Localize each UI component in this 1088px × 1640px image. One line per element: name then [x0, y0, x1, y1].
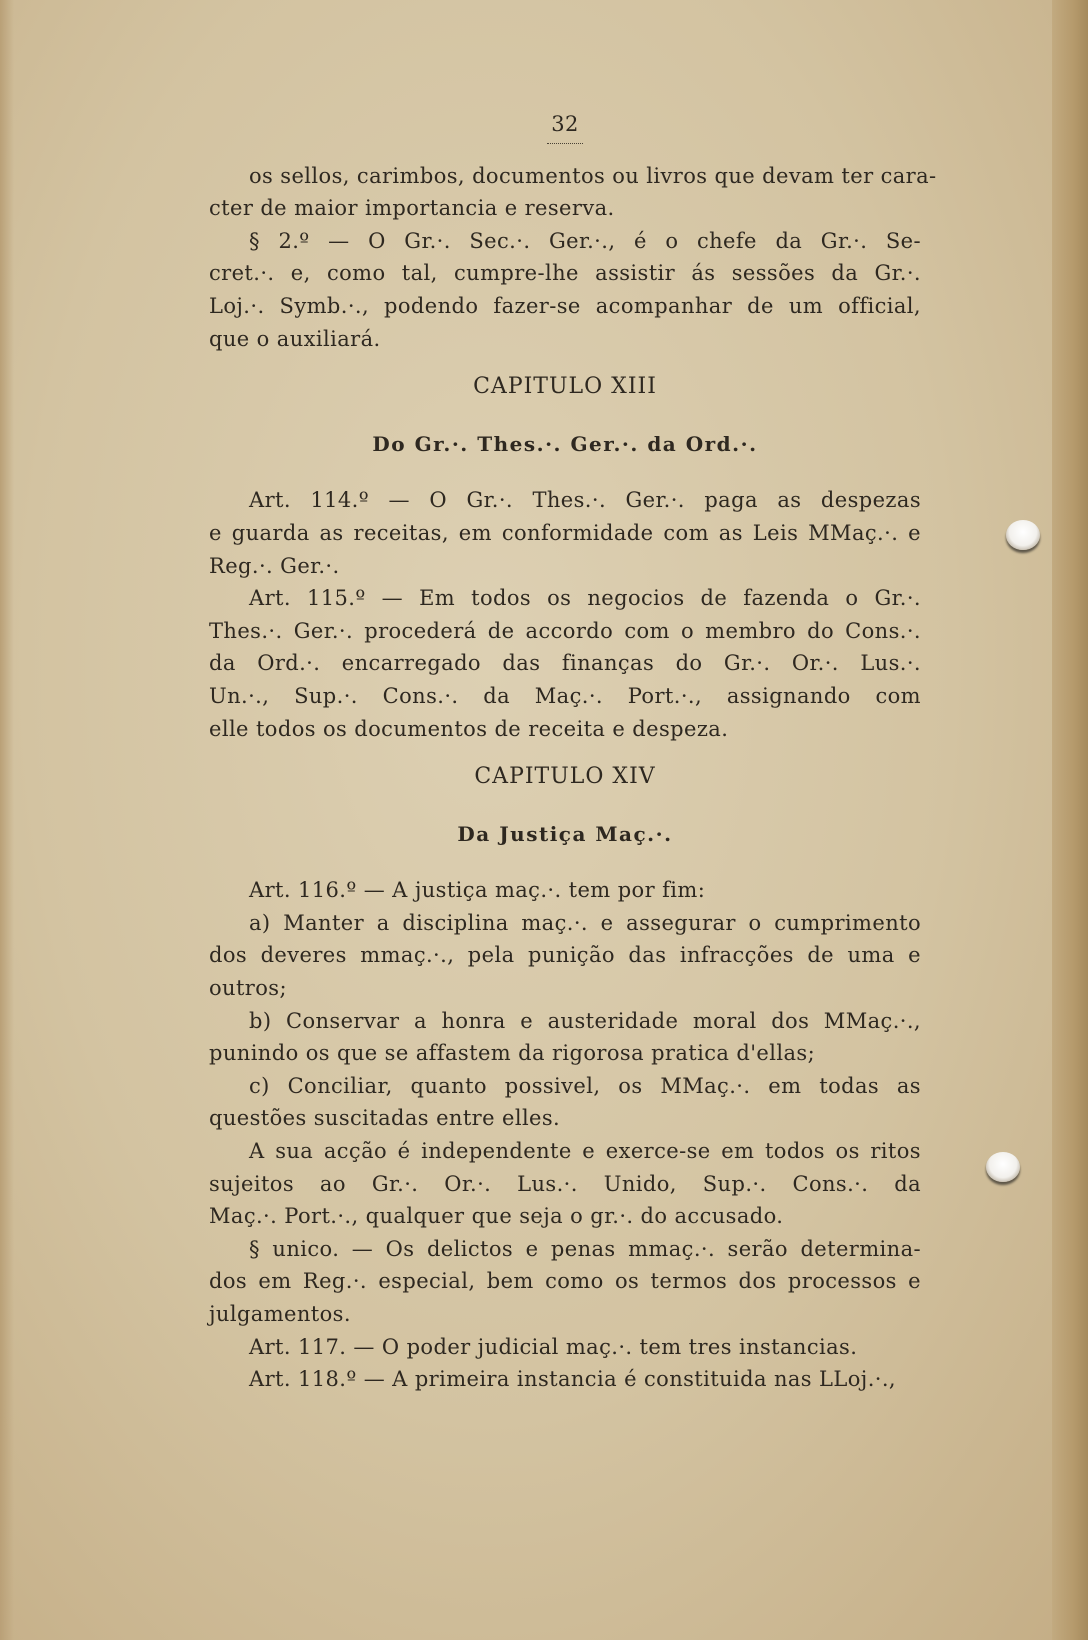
text-line: Art. 117. — O poder judicial maç.·. tem tres instancias. [249, 1334, 858, 1359]
text-line: cter de maior importancia e reserva. [209, 196, 615, 221]
paragraph [209, 225, 921, 355]
page-text [209, 108, 937, 1396]
text-line: elle todos os documentos de receita e despeza. [209, 716, 729, 741]
paragraph [209, 582, 921, 745]
text-line: dos em Reg.·. especial, bem como os termos dos processos e [209, 1269, 921, 1294]
text-line: § unico. — Os delictos e penas mmaç.·. serão determina- [249, 1236, 921, 1261]
text-line: Art. 118.º — A primeira instancia é constituida nas LLoj.·., [249, 1367, 897, 1392]
text-line: Thes.·. Ger.·. procederá de accordo com o membro do Cons.·. [209, 618, 921, 643]
text-line: sujeitos ao Gr.·. Or.·. Lus.·. Unido, Sup.·. Cons.·. da [209, 1171, 921, 1196]
text-line: cret.·. e, como tal, cumpre-lhe assistir ás sessões da Gr.·. [209, 261, 921, 286]
text-line: dos deveres mmaç.·., pela punição das infracções de uma e [209, 943, 921, 968]
text-line: questões suscitadas entre elles. [209, 1106, 561, 1131]
text-line: Un.·., Sup.·. Cons.·. da Maç.·. Port.·., assignando com [209, 683, 921, 708]
text-line: Art. 116.º — A justiça maç.·. tem por fim: [249, 878, 706, 903]
text-line: que o auxiliará. [209, 326, 381, 351]
paragraph [209, 907, 921, 1005]
page-number: 32 [209, 108, 921, 144]
text-line: c) Conciliar, quanto possivel, os MMaç.·. em todas as [249, 1073, 921, 1098]
paragraph [209, 1005, 921, 1070]
text-line: b) Conservar a honra e austeridade moral dos MMaç.·., [249, 1008, 921, 1033]
section-subtitle: Do Gr.·. Thes.·. Ger.·. da Ord.·. [372, 431, 758, 456]
paragraph [209, 1070, 921, 1135]
text-line: Art. 115.º — Em todos os negocios de fazenda o Gr.·. [249, 586, 921, 611]
text-line: os sellos, carimbos, documentos ou livros que devam ter cara- [249, 163, 937, 188]
text-line: A sua acção é independente e exerce-se em todos os ritos [249, 1139, 921, 1164]
paragraph [209, 160, 937, 225]
page-left-edge-shadow [0, 0, 14, 1640]
chapter-heading: CAPITULO XIV [474, 764, 656, 790]
text-line: punindo os que se affastem da rigorosa pratica d'ellas; [209, 1041, 816, 1066]
paragraph [209, 874, 921, 907]
text-line: e guarda as receitas, em conformidade com as Leis MMaç.·. e [209, 520, 921, 545]
binding-hole-top [1006, 520, 1040, 550]
text-line: Maç.·. Port.·., qualquer que seja o gr.·. do accusado. [209, 1204, 784, 1229]
text-line: da Ord.·. encarregado das finanças do Gr.·. Or.·. Lus.·. [209, 651, 921, 676]
text-line: outros; [209, 976, 287, 1001]
page-right-edge [1052, 0, 1088, 1640]
paragraph [209, 1331, 921, 1364]
paragraph [209, 1135, 921, 1233]
text-body [209, 160, 937, 1396]
text-line: julgamentos. [209, 1302, 351, 1326]
paragraph [209, 484, 921, 582]
text-line: Art. 114.º — O Gr.·. Thes.·. Ger.·. paga as despezas [249, 488, 921, 513]
binding-hole-bottom [986, 1152, 1020, 1182]
text-line: a) Manter a disciplina maç.·. e assegurar o cumprimento [249, 910, 921, 935]
text-line: § 2.º — O Gr.·. Sec.·. Ger.·., é o chefe da Gr.·. Se- [249, 228, 921, 253]
paragraph [209, 1233, 921, 1331]
paragraph [209, 1363, 921, 1396]
text-line: Loj.·. Symb.·., podendo fazer-se acompanhar de um official, [209, 293, 921, 318]
section-subtitle: Da Justiça Maç.·. [457, 821, 673, 846]
text-line: Reg.·. Ger.·. [209, 553, 340, 578]
chapter-heading: CAPITULO XIII [473, 374, 657, 400]
